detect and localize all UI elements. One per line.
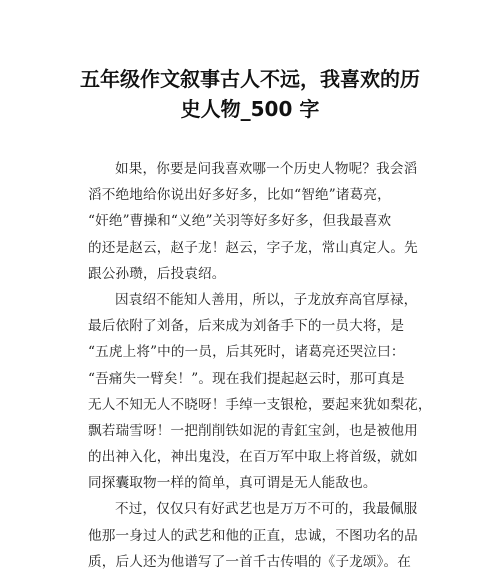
paragraph-2-line: 因袁绍不能知人善用，所以，子龙放弃高官厚禄， bbox=[115, 291, 418, 308]
paragraph-1-line: 跟公孙瓒，后投袁绍。 bbox=[88, 265, 226, 282]
paragraph-1-line: “奸绝”曹操和“义绝”关羽等好多好多，但我最喜欢 bbox=[88, 213, 392, 230]
paragraph-2-line: 无人不知无人不晓呀！手绰一支银枪，要起来犹如梨花， bbox=[88, 396, 432, 413]
paragraph-1-line: 如果，你要是问我喜欢哪一个历史人物呢？我会滔 bbox=[115, 161, 418, 177]
paragraph-2-line: 最后依附了刘备，后来成为刘备手下的一员大将，是 bbox=[88, 318, 405, 335]
paragraph-2-line: “五虎上将”中的一员，后其死时，诸葛亮还哭泣曰： bbox=[88, 344, 405, 361]
document-body bbox=[88, 156, 432, 575]
paragraph-2-line: 飘若瑞雪呀！一把削削铁如泥的青釭宝剑，也是被他用 bbox=[88, 422, 418, 439]
paragraph-2-line: “吾痛失一臂矣！”。现在我们提起赵云时，那可真是 bbox=[88, 370, 405, 387]
paragraph-1-line: 的还是赵云，赵子龙！赵云，字子龙，常山真定人。先 bbox=[88, 239, 418, 256]
title-line: 史人物_500 字 bbox=[180, 97, 320, 121]
paragraph-3-line: 不过，仅仅只有好武艺也是万万不可的，我最佩服 bbox=[115, 501, 418, 518]
paragraph-1-line: 滔不绝地给你说出好多好多，比如“智绝”诸葛亮， bbox=[88, 187, 391, 204]
document-title bbox=[70, 64, 430, 124]
paragraph-3-line: 他那一身过人的武艺和他的正直，忠诚，不图功名的品 bbox=[88, 527, 418, 544]
paragraph-2-line: 同探囊取物一样的简单，真可谓是无人能敌也。 bbox=[88, 475, 377, 492]
paragraph-3-line: 质，后人还为他谱写了一首千古传唱的《子龙颂》。在 bbox=[88, 553, 412, 570]
paragraph-2-line: 的出神入化，神出鬼没，在百万军中取上将首级，就如 bbox=[88, 449, 418, 466]
title-line: 五年级作文叙事古人不远，我喜欢的历 bbox=[80, 67, 420, 91]
